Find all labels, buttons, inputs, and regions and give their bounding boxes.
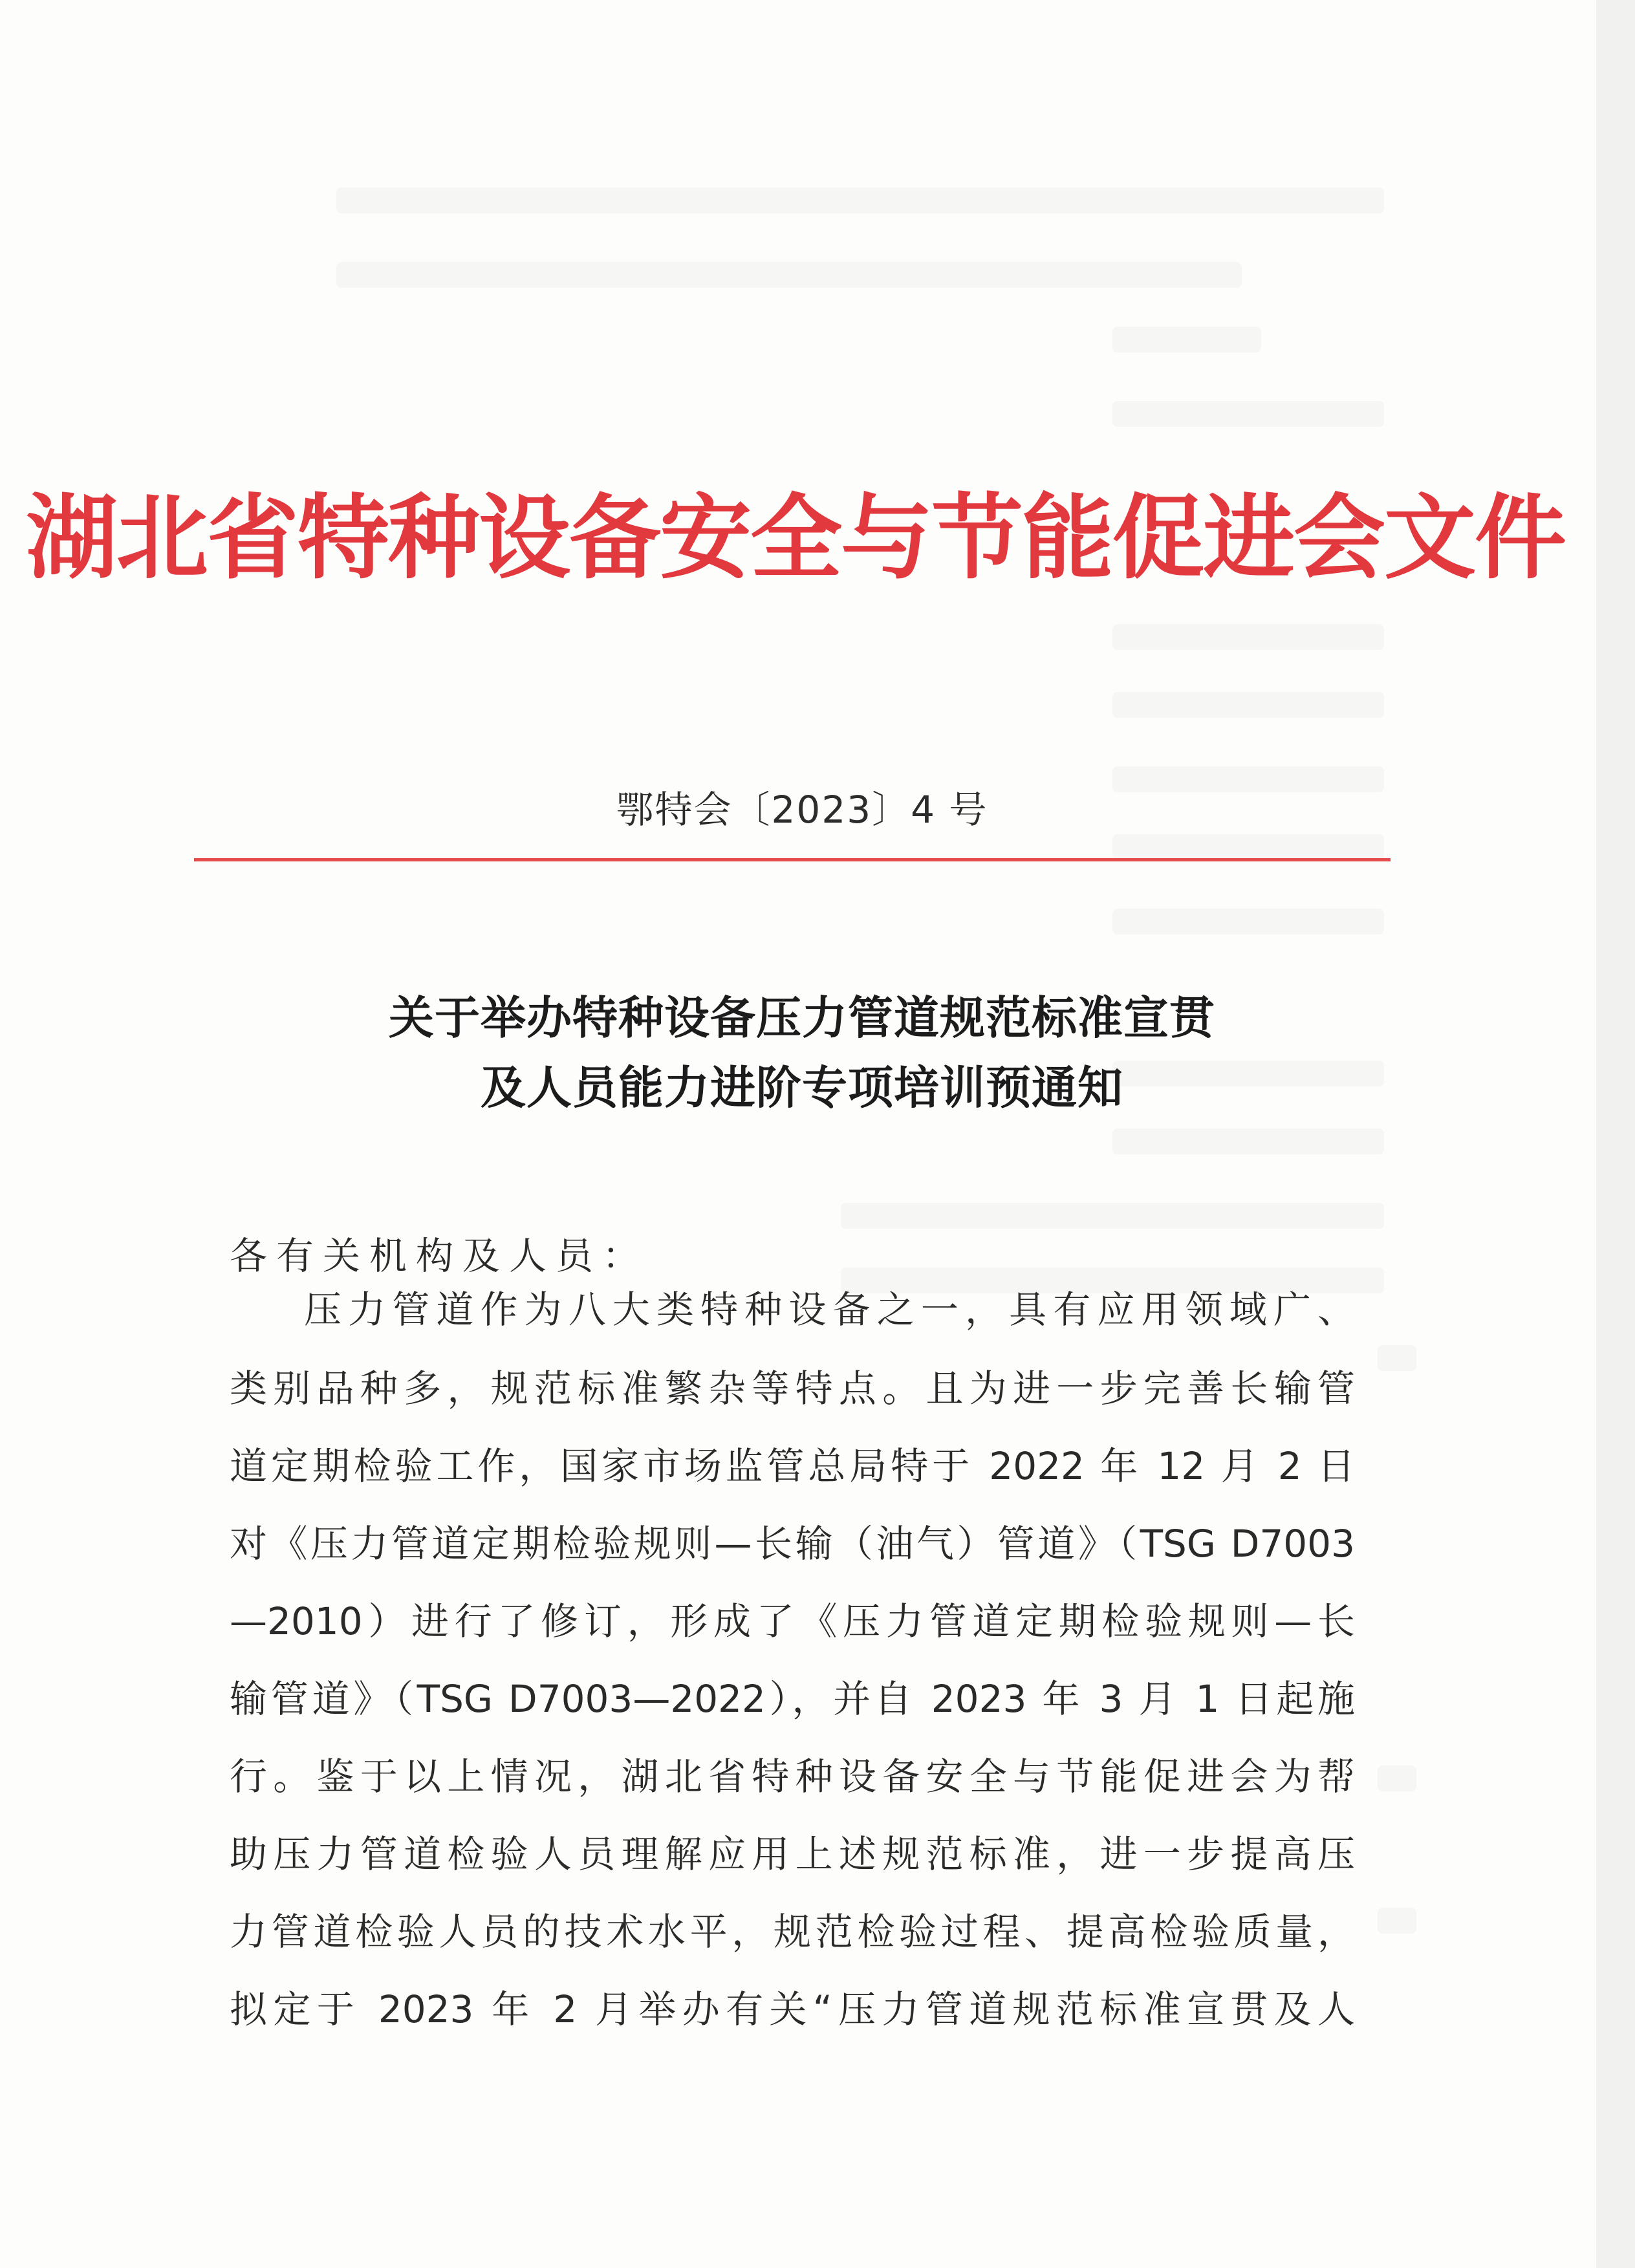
notice-title xyxy=(194,983,1410,1123)
body-line: 压力管道作为八大类特种设备之一，具有应用领域广、 xyxy=(304,1288,1355,1332)
body-line: —2010）进行了修订，形成了《压力管道定期检验规则—长 xyxy=(230,1599,1355,1643)
body-line: 道定期检验工作，国家市场监管总局特于 2022 年 12 月 2 日 xyxy=(230,1444,1355,1488)
body-line: 力管道检验人员的技术水平，规范检验过程、提高检验质量， xyxy=(230,1910,1355,1954)
notice-title-line-1: 关于举办特种设备压力管道规范标准宣贯 xyxy=(389,991,1215,1044)
masthead-title: 湖北省特种设备安全与节能促进会文件 xyxy=(26,484,1565,592)
body-line: 输管道》（TSG D7003—2022），并自 2023 年 3 月 1 日起施 xyxy=(230,1677,1355,1721)
salutation: 各有关机构及人员： xyxy=(230,1234,649,1278)
body-line: 类别品种多，规范标准繁杂等特点。且为进一步完善长输管 xyxy=(230,1366,1355,1410)
notice-title-line-2: 及人员能力进阶专项培训预通知 xyxy=(481,1061,1123,1114)
body-line: 对《压力管道定期检验规则—长输（油气）管道》（TSG D7003 xyxy=(230,1522,1355,1566)
red-separator-line xyxy=(194,858,1391,861)
body-line: 拟定于 2023 年 2 月举办有关“压力管道规范标准宣贯及人 xyxy=(230,1987,1355,2031)
document-number: 鄂特会〔2023〕4 号 xyxy=(616,788,988,832)
scan-edge-shadow xyxy=(1596,0,1635,2268)
body-line: 行。鉴于以上情况，湖北省特种设备安全与节能促进会为帮 xyxy=(230,1755,1355,1798)
body-line: 助压力管道检验人员理解应用上述规范标准，进一步提高压 xyxy=(230,1832,1355,1876)
